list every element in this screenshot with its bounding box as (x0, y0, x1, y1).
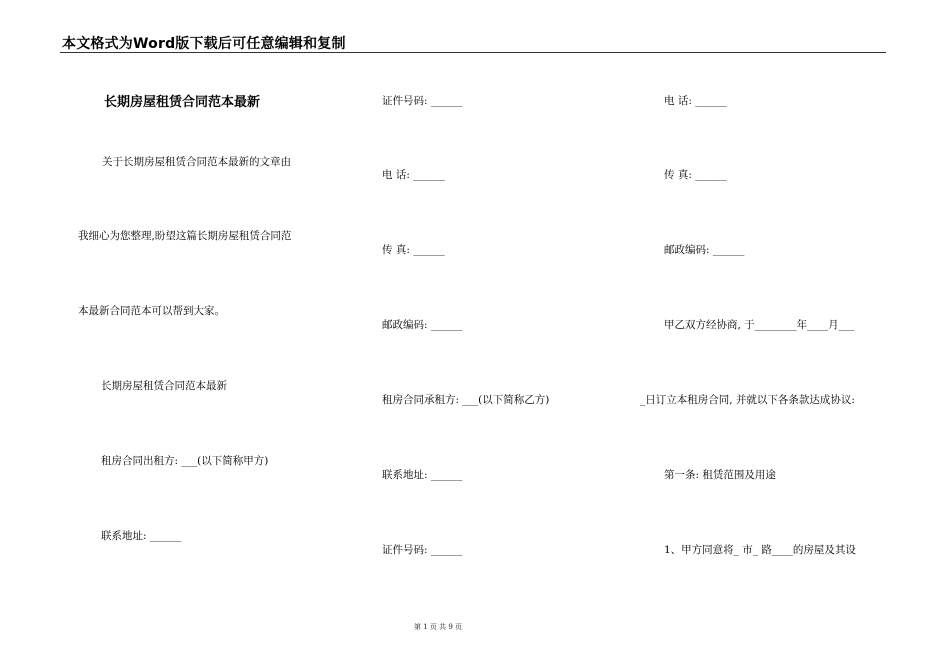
middle-line-2: 电 话: ______ (382, 169, 445, 181)
right-line-5: _日订立本租房合同, 并就以下各条款达成协议: (640, 394, 855, 406)
middle-line-5: 租房合同承租方: ___(以下简称乙方) (382, 394, 550, 406)
right-line-3: 邮政编码: ______ (664, 244, 745, 256)
page-footer: 第 1 页 共 9 页 (414, 623, 463, 631)
right-line-6: 第一条: 租赁范围及用途 (664, 469, 776, 481)
left-line-3: 本最新合同范本可以帮到大家。 (78, 305, 225, 317)
left-line-2: 我细心为您整理,盼望这篇长期房屋租赁合同范 (78, 230, 292, 242)
banner-divider (60, 52, 886, 53)
left-line-6: 联系地址: ______ (101, 530, 182, 542)
document-title: 长期房屋租赁合同范本最新 (104, 95, 261, 110)
left-line-4: 长期房屋租赁合同范本最新 (101, 380, 227, 392)
middle-line-6: 联系地址: ______ (382, 469, 463, 481)
left-line-5: 租房合同出租方: ___(以下简称甲方) (101, 455, 269, 467)
left-line-1: 关于长期房屋租赁合同范本最新的文章由 (102, 156, 291, 168)
middle-line-4: 邮政编码: ______ (382, 319, 463, 331)
document-banner: 本文格式为Word版下载后可任意编辑和复制 (62, 36, 346, 52)
middle-line-3: 传 真: ______ (382, 244, 445, 256)
middle-line-1: 证件号码: ______ (382, 95, 463, 107)
right-line-1: 电 话: ______ (664, 95, 727, 107)
middle-line-7: 证件号码: ______ (382, 544, 463, 556)
right-line-2: 传 真: ______ (664, 169, 727, 181)
right-line-4: 甲乙双方经协商, 于________年____月___ (664, 319, 855, 331)
right-line-7: 1、甲方同意将_ 市_ 路____的房屋及其设 (664, 544, 856, 556)
